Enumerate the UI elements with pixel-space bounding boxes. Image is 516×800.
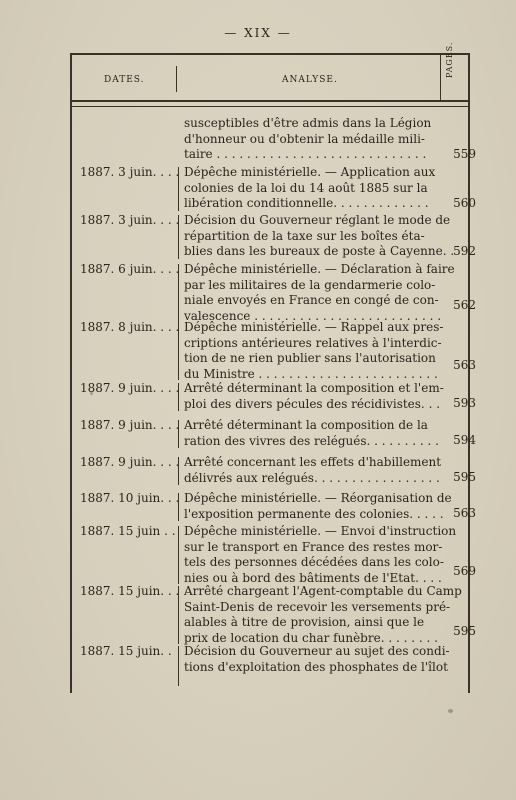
column-header-analyse: ANALYSE. bbox=[282, 75, 338, 85]
entry-page: 569 bbox=[453, 564, 476, 578]
entry-bracket bbox=[178, 493, 179, 521]
entry-page: 593 bbox=[453, 396, 476, 410]
entry-analysis: Décision du Gouverneur au sujet des condi- tions d'exploitation des phosphates de l'îlot bbox=[184, 644, 450, 674]
header-divider-dates bbox=[176, 66, 177, 92]
entry-date: 1887. 3 juin. . . . bbox=[80, 213, 180, 227]
ink-speck bbox=[90, 392, 93, 395]
entry-page: 563 bbox=[453, 506, 476, 520]
entry-page: 563 bbox=[453, 358, 476, 372]
entry-analysis: Arrêté chargeant l'Agent-comptable du Camp Saint-Denis de recevoir les versements pré- alables à titre de provision, ainsi que le prix de location du char funèbre. . . . . . . . bbox=[184, 584, 462, 645]
entry-bracket bbox=[178, 646, 179, 686]
entry-date: 1887. 9 juin. . . . bbox=[80, 455, 180, 469]
entry-bracket bbox=[178, 167, 179, 211]
entry-bracket bbox=[178, 420, 179, 448]
entry-page: 595 bbox=[453, 470, 476, 484]
entry-analysis: Décision du Gouverneur réglant le mode de répartition de la taxe sur les boîtes éta- blies dans les bureaux de poste à Cayenne. . bbox=[184, 213, 455, 258]
entry-date: 1887. 3 juin. . . . bbox=[80, 165, 180, 179]
entry-date: 1887. 9 juin. . . . bbox=[80, 381, 180, 395]
entry-analysis: Dépêche ministérielle. — Déclaration à faire par les militaires de la gendarmerie colo- niale envoyés en France en congé de con- valescence . . . . . . . . . . . . . . . . . . . . . . . . . bbox=[184, 262, 455, 323]
entry-date: 1887. 9 juin. . . . bbox=[80, 418, 180, 432]
entry-page: 560 bbox=[453, 196, 476, 210]
entry-bracket bbox=[178, 215, 179, 259]
entry-analysis: Arrêté déterminant la composition de la ration des vivres des relégués. . . . . . . . . . bbox=[184, 418, 439, 448]
entry-analysis: Dépêche ministérielle. — Rappel aux pres- criptions antérieures relatives à l'interdic- tion de ne rien publier sans l'autorisation du Ministre . . . . . . . . . . . . . . . . . . . . . . . . bbox=[184, 320, 444, 381]
entry-date: 1887. 15 juin. . . bbox=[80, 584, 180, 598]
page-number: — XIX — bbox=[224, 26, 292, 40]
entry-analysis: susceptibles d'être admis dans la Légion d'honneur ou d'obtenir la médaille mili- taire . . . . . . . . . . . . . . . . . . . . . . . . . . . . bbox=[184, 116, 432, 161]
entry-date: 1887. 15 juin. . bbox=[80, 644, 172, 658]
entry-date: 1887. 8 juin. . . . bbox=[80, 320, 180, 334]
entry-date: 1887. 6 juin. . . . bbox=[80, 262, 180, 276]
entry-date: 1887. 15 juin . . bbox=[80, 524, 176, 538]
entry-analysis: Dépêche ministérielle. — Envoi d'instruction sur le transport en France des restes mor- tels des personnes décédées dans les colo- nies ou à bord des bâtiments de l'Etat. . . . bbox=[184, 524, 457, 585]
entry-bracket bbox=[178, 322, 179, 380]
entry-bracket bbox=[178, 586, 179, 644]
entry-analysis: Dépêche ministérielle. — Réorganisation de l'exposition permanente des colonies. . . . . bbox=[184, 491, 452, 521]
header-divider-pages bbox=[440, 55, 441, 101]
header-rule bbox=[72, 100, 468, 107]
entry-page: 594 bbox=[453, 433, 476, 447]
entry-page: 592 bbox=[453, 244, 476, 258]
entry-analysis: Dépêche ministérielle. — Application aux colonies de la loi du 14 août 1885 sur la libération conditionnelle. . . . . . . . . . . . . bbox=[184, 165, 436, 210]
entry-analysis: Arrêté concernant les effets d'habillement délivrés aux relégués. . . . . . . . . . . . . . . . . bbox=[184, 455, 442, 485]
entry-page: 595 bbox=[453, 624, 476, 638]
entry-page: 562 bbox=[453, 298, 476, 312]
entry-date: 1887. 10 juin. . . bbox=[80, 491, 180, 505]
entry-bracket bbox=[178, 526, 179, 584]
column-header-pages: PAGES. bbox=[445, 41, 454, 78]
column-header-dates: DATES. bbox=[104, 75, 145, 85]
entry-bracket bbox=[178, 264, 179, 322]
entry-page: 559 bbox=[453, 147, 476, 161]
ink-speck bbox=[448, 709, 453, 713]
entry-bracket bbox=[178, 383, 179, 411]
entry-bracket bbox=[178, 457, 179, 485]
entry-analysis: Arrêté déterminant la composition et l'em- ploi des divers pécules des récidivistes. . . bbox=[184, 381, 444, 411]
